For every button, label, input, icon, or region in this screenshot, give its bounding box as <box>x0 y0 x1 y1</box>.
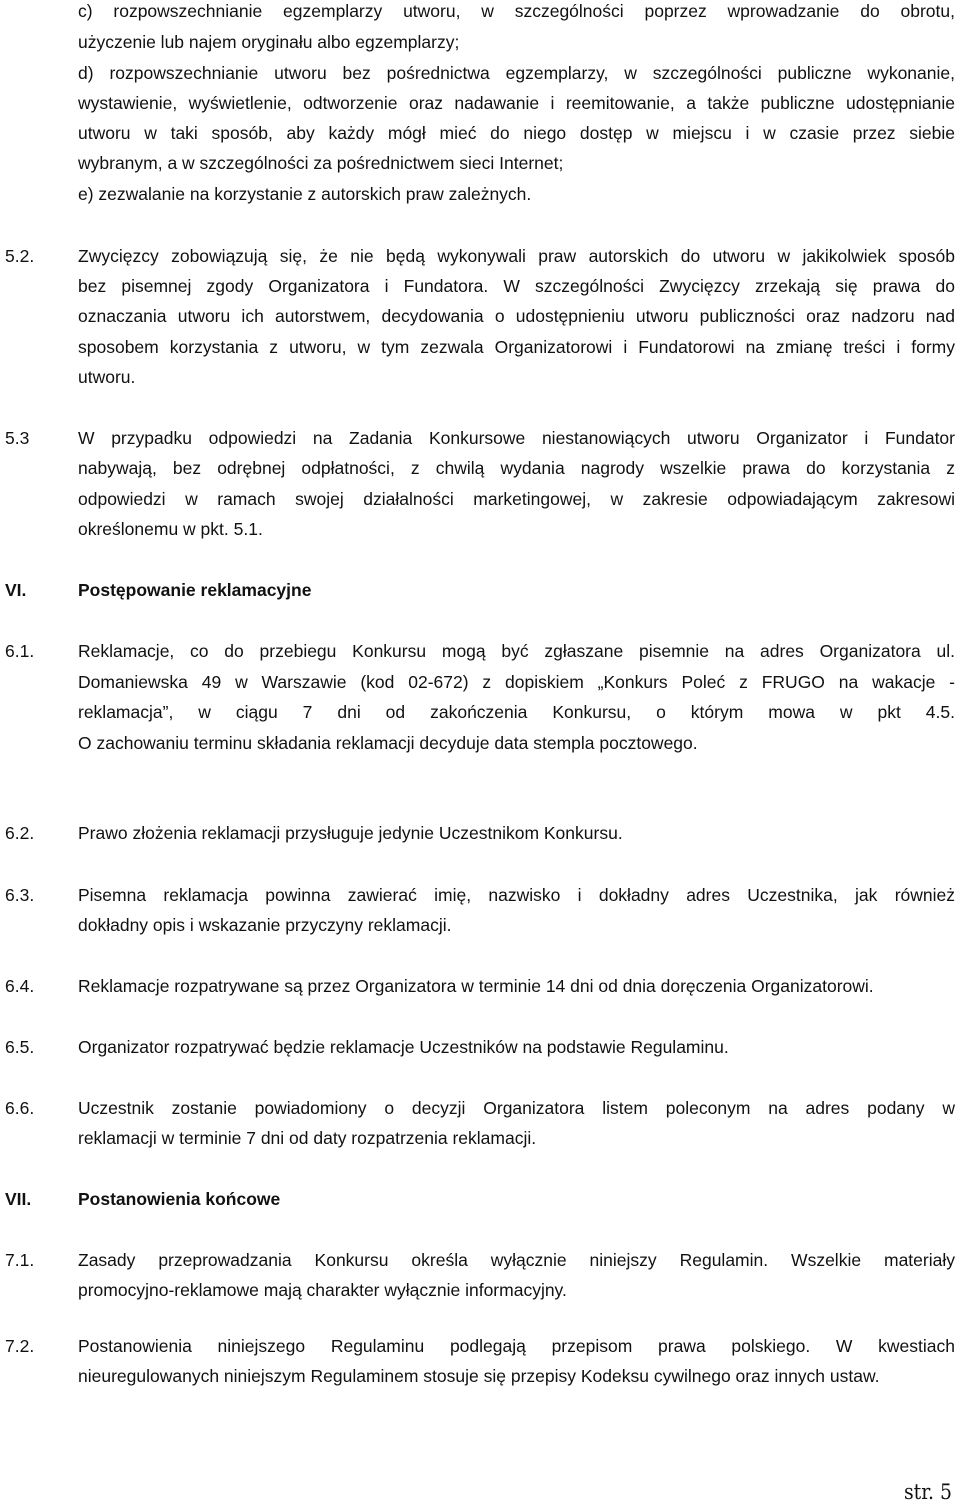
doc-line: reklamacji w terminie 7 dni od daty rozpatrzenia reklamacji. <box>78 1128 537 1148</box>
doc-line: O zachowaniu terminu składania reklamacji decyduje data stempla pocztowego. <box>78 733 698 753</box>
doc-line: Uczestnik zostanie powiadomiony o decyzji Organizatora listem poleconym na adres podany w <box>78 1098 955 1118</box>
section-number: 6.4. <box>5 976 35 996</box>
doc-line: utworu. <box>78 367 136 387</box>
chapter-number: VII. <box>5 1189 32 1209</box>
doc-line: Reklamacje rozpatrywane są przez Organizatora w terminie 14 dni od dnia doręczenia Organizatorowi. <box>78 976 874 996</box>
section-number: 6.3. <box>5 885 35 905</box>
doc-line: nabywają, bez odrębnej odpłatności, z chwilą wydania nagrody wszelkie prawa do korzystania z <box>78 458 955 478</box>
doc-line: W przypadku odpowiedzi na Zadania Konkursowe niestanowiących utworu Organizator i Fundator <box>78 428 955 448</box>
doc-line: Zwycięzcy zobowiązują się, że nie będą wykonywali praw autorskich do utworu w jakikolwiek sposób <box>78 246 955 266</box>
doc-line: oznaczania utworu ich autorstwem, decydowania o udostępnieniu utworu publiczności oraz nadzoru nad <box>78 306 955 326</box>
doc-line: e) zezwalanie na korzystanie z autorskich praw zależnych. <box>78 184 532 204</box>
section-number: 6.6. <box>5 1098 35 1118</box>
doc-line: użyczenie lub najem oryginału albo egzemplarzy; <box>78 32 460 52</box>
doc-line: reklamacja”, w ciągu 7 dni od zakończenia Konkursu, o którym mowa w pkt 4.5. <box>78 702 955 722</box>
section-number: 7.1. <box>5 1250 35 1270</box>
doc-line: odpowiedzi w ramach swojej działalności marketingowej, w zakresie odpowiadającym zakresowi <box>78 489 955 509</box>
section-number: 6.5. <box>5 1037 35 1057</box>
doc-line: sposobem korzystania z utworu, w tym zezwala Organizatorowi i Fundatorowi na zmianę treści i formy <box>78 337 955 357</box>
section-number: 6.2. <box>5 823 35 843</box>
doc-line: Reklamacje, co do przebiegu Konkursu mogą być zgłaszane pisemnie na adres Organizatora ul. <box>78 641 955 661</box>
page-number: str. 5 <box>903 1480 952 1504</box>
section-number: 7.2. <box>5 1336 35 1356</box>
doc-line: c) rozpowszechnianie egzemplarzy utworu, w szczególności poprzez wprowadzanie do obrotu, <box>78 1 955 21</box>
section-number: 5.2. <box>5 246 35 266</box>
doc-line: określonemu w pkt. 5.1. <box>78 519 263 539</box>
doc-line: promocyjno-reklamowe mają charakter wyłącznie informacyjny. <box>78 1280 567 1300</box>
doc-line: utworu w taki sposób, aby każdy mógł mieć do niego dostęp w miejscu i w czasie przez siebie <box>78 123 955 143</box>
doc-line: nieuregulowanych niniejszym Regulaminem stosuje się przepisy Kodeksu cywilnego oraz innych ustaw. <box>78 1366 880 1386</box>
section-number: 6.1. <box>5 641 35 661</box>
doc-line: Postanowienia niniejszego Regulaminu podlegają przepisom prawa polskiego. W kwestiach <box>78 1336 955 1356</box>
section-number: 5.3 <box>5 428 30 448</box>
doc-line: Pisemna reklamacja powinna zawierać imię, nazwisko i dokładny adres Uczestnika, jak również <box>78 885 955 905</box>
doc-line: wybranym, a w szczególności za pośrednictwem sieci Internet; <box>78 153 564 173</box>
doc-line: d) rozpowszechnianie utworu bez pośrednictwa egzemplarzy, w szczególności publiczne wykonanie, <box>78 63 955 83</box>
doc-line: Prawo złożenia reklamacji przysługuje jedynie Uczestnikom Konkursu. <box>78 823 623 843</box>
chapter-number: VI. <box>5 580 27 600</box>
doc-line: wystawienie, wyświetlenie, odtworzenie oraz nadawanie i reemitowanie, a także publiczne udostępnianie <box>78 93 955 113</box>
doc-line: bez pisemnej zgody Organizatora i Fundatora. W szczególności Zwycięzcy zrzekają się prawa do <box>78 276 955 296</box>
chapter-heading: Postępowanie reklamacyjne <box>78 580 312 600</box>
doc-line: Zasady przeprowadzania Konkursu określa wyłącznie niniejszy Regulamin. Wszelkie materiały <box>78 1250 955 1270</box>
doc-line: Domaniewska 49 w Warszawie (kod 02-672) z dopiskiem „Konkurs Poleć z FRUGO na wakacje - <box>78 672 955 692</box>
doc-line: Organizator rozpatrywać będzie reklamacje Uczestników na podstawie Regulaminu. <box>78 1037 729 1057</box>
doc-line: dokładny opis i wskazanie przyczyny reklamacji. <box>78 915 452 935</box>
chapter-heading: Postanowienia końcowe <box>78 1189 281 1209</box>
